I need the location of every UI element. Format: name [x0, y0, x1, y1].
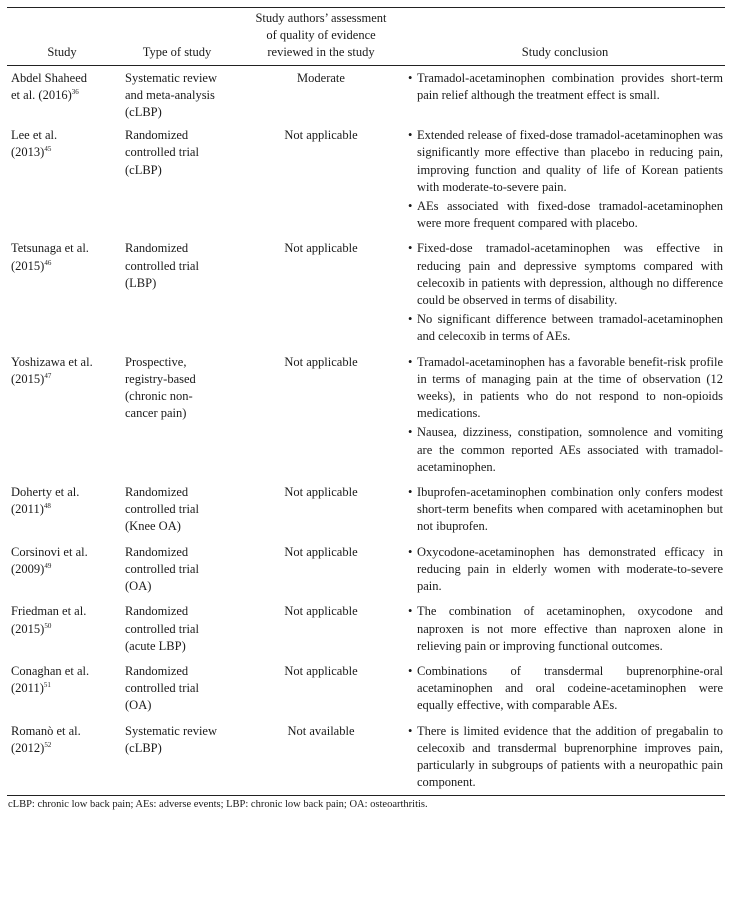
study-author: Abdel Shaheed [11, 70, 88, 85]
reference-number: 47 [44, 371, 52, 380]
conclusion-item [405, 127, 723, 196]
type-of-study-line: controlled trial [125, 258, 199, 273]
reference-number: 50 [44, 621, 52, 630]
conclusion-list [405, 354, 723, 476]
study-cell [7, 480, 117, 540]
table-header-row [7, 8, 725, 66]
conclusion-item [405, 544, 723, 596]
study-conclusion-cell [405, 65, 725, 123]
study-conclusion-cell [405, 719, 725, 796]
page [7, 7, 725, 810]
type-of-study-line: Prospective, [125, 354, 187, 369]
study-year-text: (2011) [11, 681, 44, 696]
conclusion-text: Oxycodone-acetaminophen has demonstrated efficacy in reducing pain in elderly women with moderate-to-severe pain. [417, 544, 723, 594]
reference-number: 45 [44, 145, 52, 154]
header-quality-line: Study authors’ assessment [255, 11, 387, 25]
table-row [7, 540, 725, 600]
conclusion-text: No significant difference between tramadol-acetaminophen and celecoxib in terms of AEs. [417, 312, 723, 344]
study-year-text: (2015) [11, 258, 45, 273]
table-row [7, 236, 725, 349]
conclusion-text: Combinations of transdermal buprenorphine-oral acetaminophen and oral codeine-acetaminophen were equally effective, with comparable AEs. [417, 663, 723, 713]
reference-number: 36 [71, 87, 79, 96]
type-of-study-cell [117, 65, 237, 123]
study-conclusion-cell [405, 659, 725, 719]
quality-of-evidence-cell: Not applicable [284, 663, 358, 678]
study-conclusion-cell [405, 350, 725, 480]
study-year [11, 87, 113, 104]
table-row [7, 480, 725, 540]
study-year [11, 501, 113, 518]
conclusion-list [405, 127, 723, 232]
table-body [7, 65, 725, 796]
type-of-study-line: Systematic review [125, 70, 217, 85]
study-year-text: (2011) [11, 502, 44, 517]
type-of-study-line: (cLBP) [125, 162, 162, 177]
header-quality-line: of quality of evidence [266, 28, 376, 43]
type-of-study-line: Systematic review [125, 723, 217, 738]
study-author: Tetsunaga et al. [11, 241, 89, 256]
reference-number: 52 [44, 740, 52, 749]
header-study: Study [47, 45, 77, 60]
study-cell [7, 123, 117, 236]
header-study-conclusion: Study conclusion [521, 45, 609, 60]
table-row [7, 123, 725, 236]
conclusion-text: Fixed-dose tramadol-acetaminophen was effective in reducing pain and depressive symptoms compared with celecoxib in patients with depression, although no difference could be observed in terms of disability. [417, 241, 723, 308]
reference-number: 49 [44, 561, 52, 570]
type-of-study-line: (cLBP) [125, 105, 162, 120]
table-row [7, 599, 725, 659]
table-row [7, 350, 725, 480]
type-of-study-line: controlled trial [125, 561, 199, 576]
type-of-study-line: Randomized [125, 604, 189, 619]
quality-of-evidence-cell: Moderate [297, 70, 345, 85]
conclusion-list [405, 544, 723, 596]
evidence-table [7, 7, 725, 796]
conclusion-text: Ibuprofen-acetaminophen combination only confers modest short-term benefits when compared with acetaminophen but not ibuprofen. [417, 485, 723, 534]
type-of-study-line: (LBP) [125, 275, 157, 290]
type-of-study-line: Randomized [125, 485, 189, 500]
study-year [11, 740, 113, 757]
type-of-study-line: controlled trial [125, 145, 199, 160]
type-of-study-line: (chronic non- [125, 389, 193, 404]
type-of-study-line: (acute LBP) [125, 638, 186, 653]
conclusion-list [405, 723, 723, 792]
conclusion-item [405, 424, 723, 476]
type-of-study-line: cancer pain) [125, 406, 187, 421]
conclusion-text: Extended release of fixed-dose tramadol-acetaminophen was significantly more effective than placebo in reducing pain, improving function and quality of life of Korean patients with moderate-to-severe pain. [417, 128, 723, 194]
type-of-study-line: Randomized [125, 544, 189, 559]
conclusion-item [405, 354, 723, 423]
bullet-icon: • [408, 663, 413, 678]
type-of-study-cell [117, 123, 237, 236]
study-cell [7, 719, 117, 796]
study-cell [7, 659, 117, 719]
type-of-study-line: Randomized [125, 663, 189, 678]
bullet-icon: • [408, 354, 413, 369]
quality-of-evidence-cell: Not applicable [284, 485, 358, 500]
study-author: Romanò et al. [11, 723, 81, 738]
quality-of-evidence-cell: Not applicable [284, 241, 358, 256]
type-of-study-cell [117, 719, 237, 796]
study-author: Doherty et al. [11, 485, 80, 500]
conclusion-text: The combination of acetaminophen, oxycodone and naproxen is not more effective than naproxen alone in relieving pain or improving functional outcomes. [417, 604, 723, 653]
quality-of-evidence-cell: Not applicable [284, 128, 358, 143]
type-of-study-line: and meta-analysis [125, 87, 215, 102]
table-row [7, 719, 725, 796]
study-year [11, 258, 113, 275]
conclusion-text: Tramadol-acetaminophen combination provides short-term pain relief although the treatment effect is small. [417, 70, 723, 102]
study-cell [7, 599, 117, 659]
study-cell [7, 350, 117, 480]
conclusion-list [405, 603, 723, 655]
type-of-study-cell [117, 236, 237, 349]
type-of-study-line: registry-based [125, 371, 196, 386]
bullet-icon: • [408, 199, 413, 214]
conclusion-text: Tramadol-acetaminophen has a favorable benefit-risk profile in terms of managing pain at the time of observation (12 weeks), in patients who do not respond to non-opioids medications. [417, 354, 723, 421]
quality-of-evidence-cell: Not applicable [284, 354, 358, 369]
conclusion-item [405, 484, 723, 536]
conclusion-item [405, 603, 723, 655]
conclusion-item [405, 663, 723, 715]
type-of-study-line: (cLBP) [125, 740, 162, 755]
conclusion-item [405, 198, 723, 232]
table-row [7, 659, 725, 719]
study-year-text: (2015) [11, 371, 45, 386]
study-author: Yoshizawa et al. [11, 354, 93, 369]
quality-of-evidence-cell: Not applicable [284, 544, 358, 559]
header-type-of-study: Type of study [142, 45, 212, 60]
conclusion-text: Nausea, dizziness, constipation, somnolence and vomiting are the common reported AEs associated with tramadol-acetaminophen. [417, 425, 723, 474]
type-of-study-line: Randomized [125, 128, 189, 143]
bullet-icon: • [408, 604, 413, 619]
study-year [11, 561, 113, 578]
study-year [11, 371, 113, 388]
study-year-text: (2013) [11, 145, 45, 160]
bullet-icon: • [408, 425, 413, 440]
table-row [7, 65, 725, 123]
reference-number: 46 [44, 258, 52, 267]
bullet-icon: • [408, 544, 413, 559]
study-year-text: (2012) [11, 740, 45, 755]
type-of-study-line: controlled trial [125, 502, 199, 517]
conclusion-list [405, 484, 723, 536]
type-of-study-cell [117, 540, 237, 600]
study-conclusion-cell [405, 123, 725, 236]
study-author: Friedman et al. [11, 604, 87, 619]
study-year-text: et al. (2016) [11, 87, 72, 102]
bullet-icon: • [408, 241, 413, 256]
conclusion-text: There is limited evidence that the addition of pregabalin to celecoxib and transdermal buprenorphine improves pain, particularly in subgroups of patients with a neuropathic pain component. [417, 723, 723, 790]
type-of-study-line: controlled trial [125, 621, 199, 636]
study-author: Corsinovi et al. [11, 544, 88, 559]
study-cell [7, 540, 117, 600]
conclusion-item [405, 240, 723, 309]
study-conclusion-cell [405, 480, 725, 540]
conclusion-item [405, 723, 723, 792]
bullet-icon: • [408, 485, 413, 500]
quality-of-evidence-cell: Not applicable [284, 604, 358, 619]
study-author: Conaghan et al. [11, 663, 90, 678]
study-year [11, 621, 113, 638]
study-conclusion-cell [405, 599, 725, 659]
conclusion-list [405, 663, 723, 715]
table-footnote: cLBP: chronic low back pain; AEs: adverse events; LBP: chronic low back pain; OA: osteoarthritis. [8, 799, 428, 811]
quality-of-evidence-cell: Not available [287, 723, 355, 738]
conclusion-list [405, 240, 723, 345]
header-quality-line: reviewed in the study [267, 45, 375, 60]
type-of-study-line: controlled trial [125, 681, 199, 696]
study-author: Lee et al. [11, 128, 58, 143]
study-year [11, 144, 113, 161]
conclusion-list [405, 70, 723, 104]
type-of-study-cell [117, 480, 237, 540]
type-of-study-line: (OA) [125, 579, 152, 594]
study-year-text: (2009) [11, 561, 45, 576]
type-of-study-cell [117, 350, 237, 480]
study-conclusion-cell [405, 540, 725, 600]
study-year [11, 680, 113, 697]
type-of-study-line: Randomized [125, 241, 189, 256]
study-cell [7, 65, 117, 123]
header-quality-of-evidence [237, 8, 405, 66]
type-of-study-cell [117, 659, 237, 719]
conclusion-item [405, 311, 723, 345]
type-of-study-line: (Knee OA) [125, 519, 181, 534]
reference-number: 48 [43, 502, 51, 511]
study-year-text: (2015) [11, 621, 45, 636]
conclusion-text: AEs associated with fixed-dose tramadol-acetaminophen were more frequent compared with placebo. [417, 199, 723, 231]
study-conclusion-cell [405, 236, 725, 349]
type-of-study-line: (OA) [125, 698, 152, 713]
bullet-icon: • [408, 70, 413, 85]
bullet-icon: • [408, 312, 413, 327]
type-of-study-cell [117, 599, 237, 659]
conclusion-item [405, 70, 723, 104]
study-cell [7, 236, 117, 349]
bullet-icon: • [408, 723, 413, 738]
reference-number: 51 [43, 681, 51, 690]
bullet-icon: • [408, 128, 413, 143]
